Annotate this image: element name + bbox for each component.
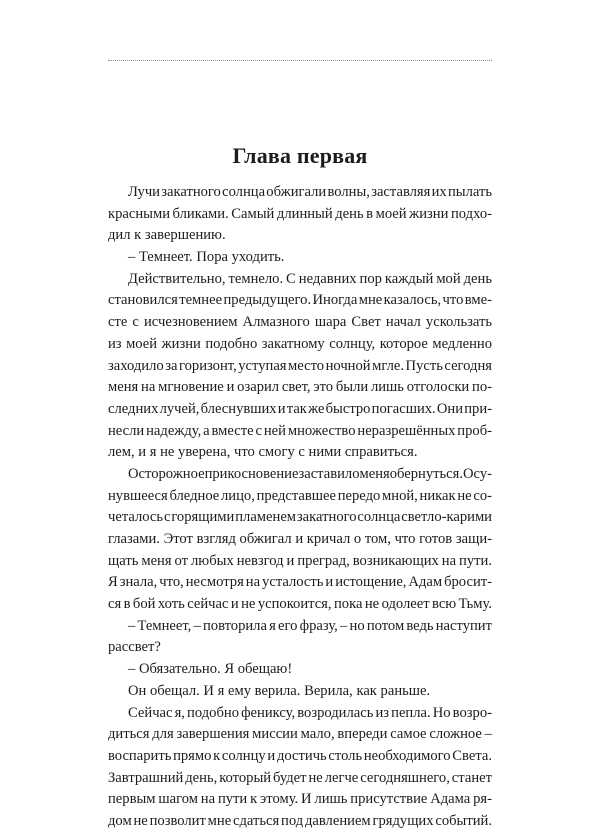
text-line: первым шагом на пути к этому. И лишь присутствие Адама ря-	[108, 791, 492, 808]
text-line: лем, и я не уверена, что смогу с ними справиться.	[108, 444, 418, 461]
text-line: Лучи закатного солнца обжигали волны, заставляя их пылать	[128, 184, 492, 200]
text-line: – Темнеет, – повторила я его фразу, – но потом ведь наступит	[128, 617, 492, 634]
text-line: дил к завершению.	[108, 227, 226, 244]
text-line: Сейчас я, подобно фениксу, возродилась из пепла. Но возро-	[128, 704, 492, 721]
text-line: рассвет?	[108, 639, 161, 656]
text-line: несли надежду, а вместе с ней множество неразрешённых проб-	[108, 422, 492, 439]
text-line: – Обязательно. Я обещаю!	[128, 661, 293, 678]
text-line: сте с исчезновением Алмазного шара Свет начал ускользать	[108, 314, 492, 331]
text-line: ся в бой хоть сейчас и не успокоится, пока не одолеет всю Тьму.	[108, 596, 492, 613]
text-line: щать меня от любых невзгод и преград, возникающих на пути.	[108, 552, 492, 569]
text-line: из моей жизни подобно закатному солнцу, которое медленно	[108, 335, 492, 352]
text-line: глазами. Этот взгляд обжигал и кричал о том, что готов защи-	[108, 531, 492, 547]
chapter-title: Глава первая	[232, 143, 368, 168]
text-line: воспарить прямо к солнцу и достичь столь необходимого Света.	[108, 747, 492, 764]
text-line: красными бликами. Самый длинный день в моей жизни подхо-	[108, 205, 492, 222]
text-line: четалось с горящими пламенем закатного солнца светло-карими	[108, 509, 492, 526]
header-dotted-rule	[108, 60, 492, 61]
text-line: дом не позволит мне сдаться под давлением грядущих событий.	[108, 812, 492, 829]
text-line: заходило за горизонт, уступая место ночной мгле. Пусть сегодня	[108, 357, 492, 374]
text-line: диться для завершения миссии мало, впереди самое сложное –	[108, 726, 492, 743]
text-line: следних лучей, блеснувших и так же быстро погасших. Они при-	[108, 400, 492, 417]
text-line: Я знала, что, несмотря на усталость и истощение, Адам бросит-	[108, 574, 492, 591]
chapter-body-text	[108, 182, 492, 833]
text-line: Он обещал. И я ему верила. Верила, как раньше.	[128, 682, 431, 699]
text-line: Завтрашний день, который будет не легче сегодняшнего, станет	[108, 769, 492, 786]
text-line: меня на мгновение и озарил свет, это были лишь отголоски по-	[108, 379, 492, 396]
text-line: Осторожное прикосновение заставило меня обернуться. Осу-	[128, 465, 492, 482]
text-line: – Темнеет. Пора уходить.	[128, 249, 285, 266]
text-line: Действительно, темнело. С недавних пор каждый мой день	[128, 270, 492, 287]
text-line: становился темнее предыдущего. Иногда мне казалось, что вме-	[108, 292, 492, 309]
text-line: нувшееся бледное лицо, представшее передо мной, никак не со-	[108, 487, 492, 504]
